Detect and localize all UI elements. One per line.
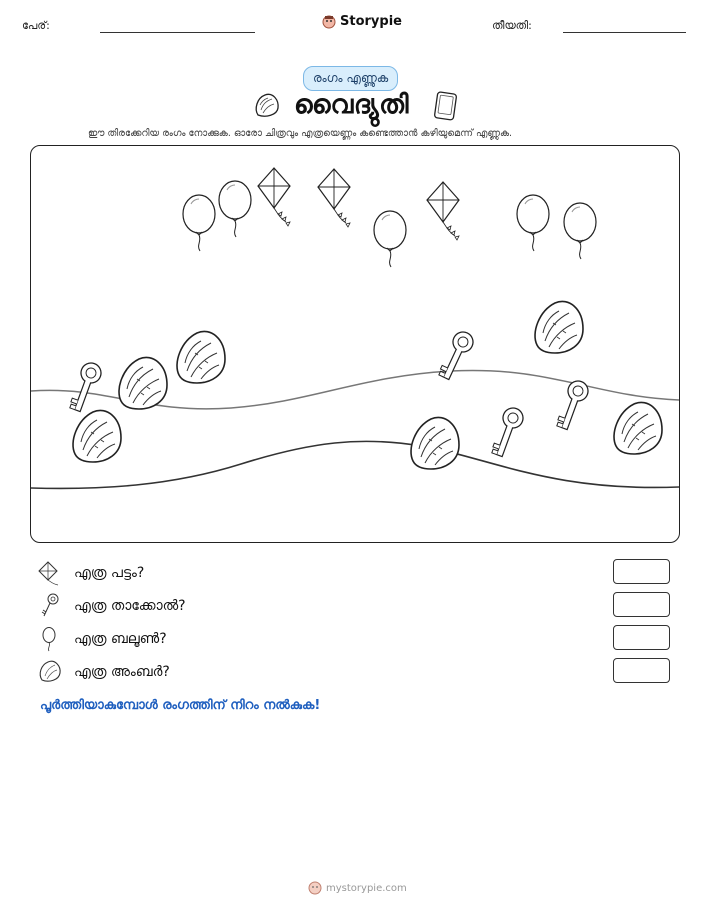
instruction-text: ഈ തിരക്കേറിയ രംഗം നോക്കുക. ഓരോ ചിത്രവും എത്രയെണ്ണം കണ്ടെത്താൻ കഴിയുമെന്ന് എണ്ണുക.: [88, 128, 513, 139]
counting-scene: [30, 145, 680, 543]
site-footer: [308, 881, 407, 895]
balloon-icon: [38, 626, 64, 652]
question-row-amber: [38, 659, 170, 685]
question-amber-text: എത്ര അംബർ?: [74, 664, 170, 680]
answer-box-balloon[interactable]: [613, 625, 670, 650]
key-icon: [38, 593, 64, 619]
balloon: [219, 181, 251, 237]
question-key-text: എത്ര താക്കോൽ?: [74, 598, 186, 614]
amber: [411, 417, 459, 469]
balloon: [517, 195, 549, 251]
tablet-title-icon: [433, 91, 459, 125]
hill-line-front: [31, 441, 679, 488]
date-label: തീയതി:: [492, 19, 532, 32]
amber-icon: [38, 659, 64, 685]
balloon: [183, 195, 215, 251]
amber: [177, 331, 225, 383]
balloon: [564, 203, 596, 259]
brand-name: Storypie: [340, 14, 402, 29]
storypie-mascot-icon: [308, 881, 322, 895]
amber: [535, 301, 583, 353]
amber: [73, 410, 121, 462]
key: [490, 405, 526, 459]
key: [555, 378, 591, 432]
activity-badge: രംഗം എണ്ണുക: [303, 66, 398, 91]
question-balloon-text: എത്ര ബലൂൺ?: [74, 631, 167, 647]
site-url[interactable]: mystorypie.com: [326, 882, 407, 894]
name-label: പേര്:: [22, 19, 50, 32]
answer-box-amber[interactable]: [613, 658, 670, 683]
date-field[interactable]: [563, 32, 686, 33]
kite-icon: [38, 560, 64, 586]
answer-box-key[interactable]: [613, 592, 670, 617]
page-title: വൈദ്യുതി: [294, 90, 410, 120]
kite: [427, 182, 459, 240]
amber: [119, 357, 167, 409]
key: [437, 329, 476, 383]
coloring-instruction: പൂർത്തിയാകുമ്പോൾ രംഗത്തിന് നിറം നൽകുക!: [40, 698, 321, 713]
amber: [614, 402, 662, 454]
balloon: [374, 211, 406, 267]
kite: [318, 169, 350, 227]
question-row-key: [38, 593, 186, 619]
question-row-kite: [38, 560, 144, 586]
question-kite-text: എത്ര പട്ടം?: [74, 565, 145, 581]
answer-box-kite[interactable]: [613, 559, 670, 584]
brand-logo: [322, 14, 402, 29]
kite: [258, 168, 290, 226]
amber-title-icon: [252, 90, 282, 124]
storypie-mascot-icon: [322, 15, 336, 29]
question-row-balloon: [38, 626, 167, 652]
name-field[interactable]: [100, 32, 255, 33]
key: [68, 360, 104, 414]
